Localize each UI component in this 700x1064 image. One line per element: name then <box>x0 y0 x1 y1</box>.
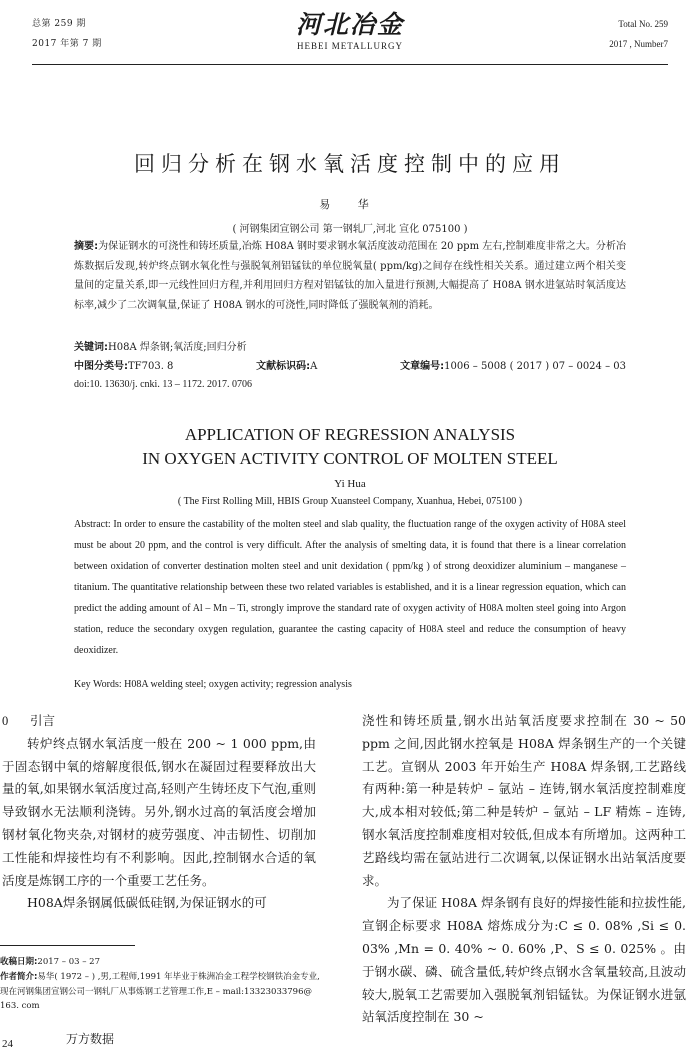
clc-value: TF703. 8 <box>128 361 174 372</box>
classification-row <box>74 358 626 376</box>
abstract-en-label: Abstract: <box>74 519 111 530</box>
doi: doi:10. 13630/j. cnki. 13 – 1172. 2017. 0706 <box>74 379 252 390</box>
received-date-label: 收稿日期: <box>0 957 38 967</box>
keywords-cn <box>74 339 626 357</box>
received-date-value: 2017 – 03 – 27 <box>37 957 100 967</box>
clc-field <box>74 358 173 376</box>
abstract-cn-text: 为保证钢水的可浇性和铸坯质量,冶炼 H08A 钢时要求钢水氧活度波动范围在 20 ppm 左右,控制难度非常之大。分析冶炼数据后发现,转炉终点钢水氧化性与强脱氧剂铝锰钛的单位脱氧量( ppm/kg)之间存在线性相关关系。通过建立两个相关变量间的定量关系,即一元线性回归方程,并利用回归方程对铝锰钛的加入量进行预测,大幅提高了 H08A 钢水进氩站时氧活度达标率,减少了二次调氧量,保证了 H08A 钢水的可浇性,同时降低了强脱氧剂的消耗。 <box>74 241 626 311</box>
footnote-divider <box>0 945 135 946</box>
title-en-line2: IN OXYGEN ACTIVITY CONTROL OF MOLTEN STEEL <box>142 449 558 468</box>
journal-masthead <box>0 10 700 52</box>
clc-label: 中图分类号: <box>74 361 128 372</box>
author-bio-text: 易华( 1972 – ) ,男,工程师,1991 年毕业于株洲冶金工程学校钢铁冶金专业,现在河钢集团宣钢公司一钢轧厂从事炼钢工艺管理工作,E – mail:13323033796@ 163. com <box>0 972 320 1011</box>
page-number: 24 <box>2 1038 13 1050</box>
received-date <box>0 955 322 970</box>
abstract-en-text: In order to ensure the castability of the molten steel and slab quality, the fluctuation range of the oxygen activity of H08A steel must be about 20 ppm, and the control is very difficult. After the analysis of smelting data, it is found that there is a linear correlation between oxidation of converter destination molten steel and unit dexidation ( ppm/kg ) of strong deoxidizer aluminium – manganese – titanium. The quantitative relationship between these two related variables is established, and it is a linear regression equation, which can predict the adding amount of Al – Mn – Ti, strongly improve the standard rate of oxygen activity of H08A molten steel going into Argon station, reduce the secondary oxygen regulation, guarantee the casting capacity of H08A steel and reduce the consumption of heavy deoxidizer. <box>74 519 626 656</box>
affiliation-en: ( The First Rolling Mill, HBIS Group Xuansteel Company, Xuanhua, Hebei, 075100 ) <box>177 496 523 507</box>
article-no-label: 文章编号: <box>400 361 445 372</box>
section-heading <box>2 710 316 733</box>
doc-code-field <box>256 358 317 376</box>
keywords-cn-text: H08A 焊条钢;氧活度;回归分析 <box>108 342 247 353</box>
affiliation-cn: ( 河钢集团宣钢公司 第一钢轧厂,河北 宣化 075100 ) <box>232 224 468 235</box>
total-issue-en: Total No. 259 <box>618 19 668 29</box>
issue-en: 2017 , Number7 <box>609 39 668 49</box>
doc-code-value: A <box>310 361 318 372</box>
keywords-cn-label: 关键词: <box>74 342 108 353</box>
title-en-line1: APPLICATION OF REGRESSION ANALYSIS <box>184 425 516 444</box>
header-divider <box>32 64 668 65</box>
article-title-en <box>0 423 700 471</box>
journal-title-en: HEBEI METALLURGY <box>296 41 404 51</box>
author-cn: 易 华 <box>319 198 381 211</box>
section-number: 0 <box>2 714 9 728</box>
abstract-cn-label: 摘要: <box>74 241 99 252</box>
body-column-right <box>362 710 686 1029</box>
body-paragraph: 浇性和铸坯质量,钢水出站氧活度要求控制在 30 ~ 50 ppm 之间,因此钢水控氧是 H08A 焊条钢生产的一个关键工艺。宣钢从 2003 年开始生产 H08A 焊条钢,工艺路线有两种:第一种是转炉 – 氩站 – 连铸,钢水氧活度控制难度大,成本相对较低;第二种是转炉 – 氩站 – LF 精炼 – 连铸,钢水氧活度控制难度相对较低,但成本有所增加。这两种工艺路线均需在氩站进行二次调氧,以保证钢水出站氧活度要求。 <box>362 713 686 888</box>
keywords-en <box>74 675 626 695</box>
body-paragraph: 为了保证 H08A 焊条钢有良好的焊接性能和拉拔性能,宣钢企标要求 H08A 熔炼成分为:C ≤ 0. 08% ,Si ≤ 0. 03% ,Mn = 0. 40% ~ 0. 60% ,P、S ≤ 0. 025% 。由于钢水碳、磷、硫含量低,转炉终点钢水含氧量较高,且波动较大,脱氧工艺需要加入强脱氧剂铝锰钛。为保证钢水进氩站氧活度控制在 30 ~ <box>362 895 686 1025</box>
doc-code-label: 文献标识码: <box>256 361 311 372</box>
body-paragraph: 转炉终点钢水氧活度一般在 200 ~ 1 000 ppm,由于固态钢中氧的熔解度很低,钢水在凝固过程要释放出大量的氧,如果钢水氧活度过高,轻则产生铸坯皮下气泡,重则导致钢水无法顺利浇铸。另外,钢水过高的氧活度会增加钢材氧化物夹杂,对钢材的疲劳强度、冲击韧性、切削加工性能和焊接性均有不利影响。因此,控制钢水合适的氧活度是炼钢工序的一个重要工艺任务。 <box>2 735 316 888</box>
keywords-en-label: Key Words: <box>74 679 122 690</box>
abstract-cn <box>74 237 626 315</box>
total-issue-cn: 总第 259 期 <box>32 19 86 29</box>
header-right <box>609 14 668 54</box>
issue-cn: 2017 年第 7 期 <box>32 39 102 49</box>
author-bio-label: 作者简介: <box>0 972 38 982</box>
journal-title-cn: 河北冶金 <box>295 10 404 39</box>
keywords-en-text: H08A welding steel; oxygen activity; regression analysis <box>121 679 352 690</box>
article-no-field <box>400 358 626 376</box>
author-bio <box>0 970 322 1014</box>
article-no-value: 1006 – 5008 ( 2017 ) 07 – 0024 – 03 <box>444 361 626 372</box>
watermark: 万方数据 <box>66 1032 115 1046</box>
abstract-en <box>74 514 626 661</box>
body-column-left <box>0 710 316 915</box>
author-en: Yi Hua <box>334 478 366 490</box>
body-paragraph: H08A焊条钢属低碳低硅钢,为保证钢水的可 <box>27 895 267 911</box>
section-title: 引言 <box>30 713 56 728</box>
article-title-cn: 回归分析在钢水氧活度控制中的应用 <box>134 152 566 176</box>
